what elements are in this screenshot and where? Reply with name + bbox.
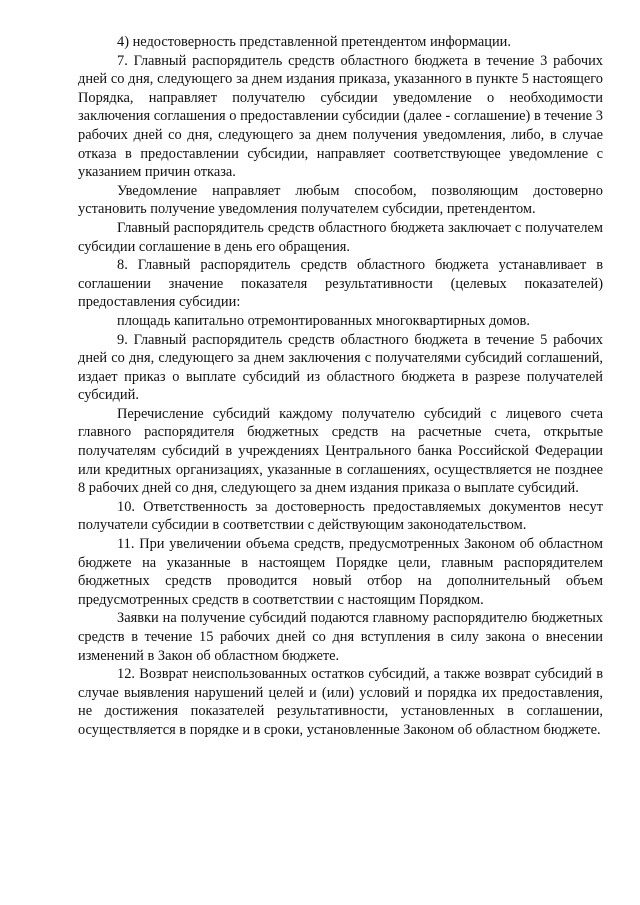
paragraph-clause-8: 8. Главный распорядитель средств областного бюджета устанавливает в соглашении значение показателя результативности (целевых показателей) предоставления субсидии: (78, 257, 603, 311)
paragraph-agreement: Главный распорядитель средств областного бюджета заключает с получателем субсидии соглашение в день его обращения. (78, 219, 603, 255)
paragraph-clause-7: 7. Главный распорядитель средств областного бюджета в течение 3 рабочих дней со дня, следующего за днем издания приказа, указанного в пункте 5 настоящего Порядка, направляет получателю субсидии уведомление о необходимости заключения соглашения о предоставлении субсидии (далее - соглашение) в течение 3 рабочих дней со дня, следующего за днем получения уведомления, либо, в случае отказа в предоставлении субсидии, направляет соответствующее уведомление с указанием причин отказа. (78, 52, 603, 181)
paragraph-clause-10: 10. Ответственность за достоверность предоставляемых документов несут получатели субсидии в соответствии с действующим законодательством. (78, 498, 603, 534)
paragraph-item-4: 4) недостоверность представленной претендентом информации. (117, 34, 511, 50)
paragraph-notification: Уведомление направляет любым способом, позволяющим достоверно установить получение уведомления получателем субсидии, претендентом. (78, 182, 603, 218)
paragraph-transfer: Перечисление субсидий каждому получателю субсидий с лицевого счета главного распорядителя бюджетных средств на расчетные счета, открытые получателям субсидий в учреждениях Центрального банка Российской Федерации или кредитных организациях, указанные в соглашениях, осуществляется не позднее 8 рабочих дней со дня, следующего за днем издания приказа о выплате субсидий. (78, 405, 603, 497)
paragraph-applications: Заявки на получение субсидий подаются главному распорядителю бюджетных средств в течение 15 рабочих дней со дня вступления в силу закона о внесении изменений в Закон об областном бюджете. (78, 610, 603, 664)
paragraph-clause-12: 12. Возврат неиспользованных остатков субсидий, а также возврат субсидий в случае выявления нарушений целей и (или) условий и порядка их предоставления, не достижения показателей результативности, установленных в соглашении, осуществляется в порядке и в сроки, установленные Законом об областном бюджете. (78, 666, 603, 738)
paragraph-clause-11: 11. При увеличении объема средств, предусмотренных Законом об областном бюджете на указанные в настоящем Порядке цели, главным распорядителем бюджетных средств проводится новый отбор на дополнительный объем предусмотренных средств в соответствии с настоящим Порядком. (78, 536, 603, 608)
paragraph-clause-9: 9. Главный распорядитель средств областного бюджета в течение 5 рабочих дней со дня, следующего за днем заключения с получателями субсидий соглашений, издает приказ о выплате субсидий из областного бюджета в разрезе получателей субсидий. (78, 331, 603, 404)
paragraph-indicator: площадь капитально отремонтированных многоквартирных домов. (117, 312, 530, 329)
document-page (78, 33, 603, 740)
